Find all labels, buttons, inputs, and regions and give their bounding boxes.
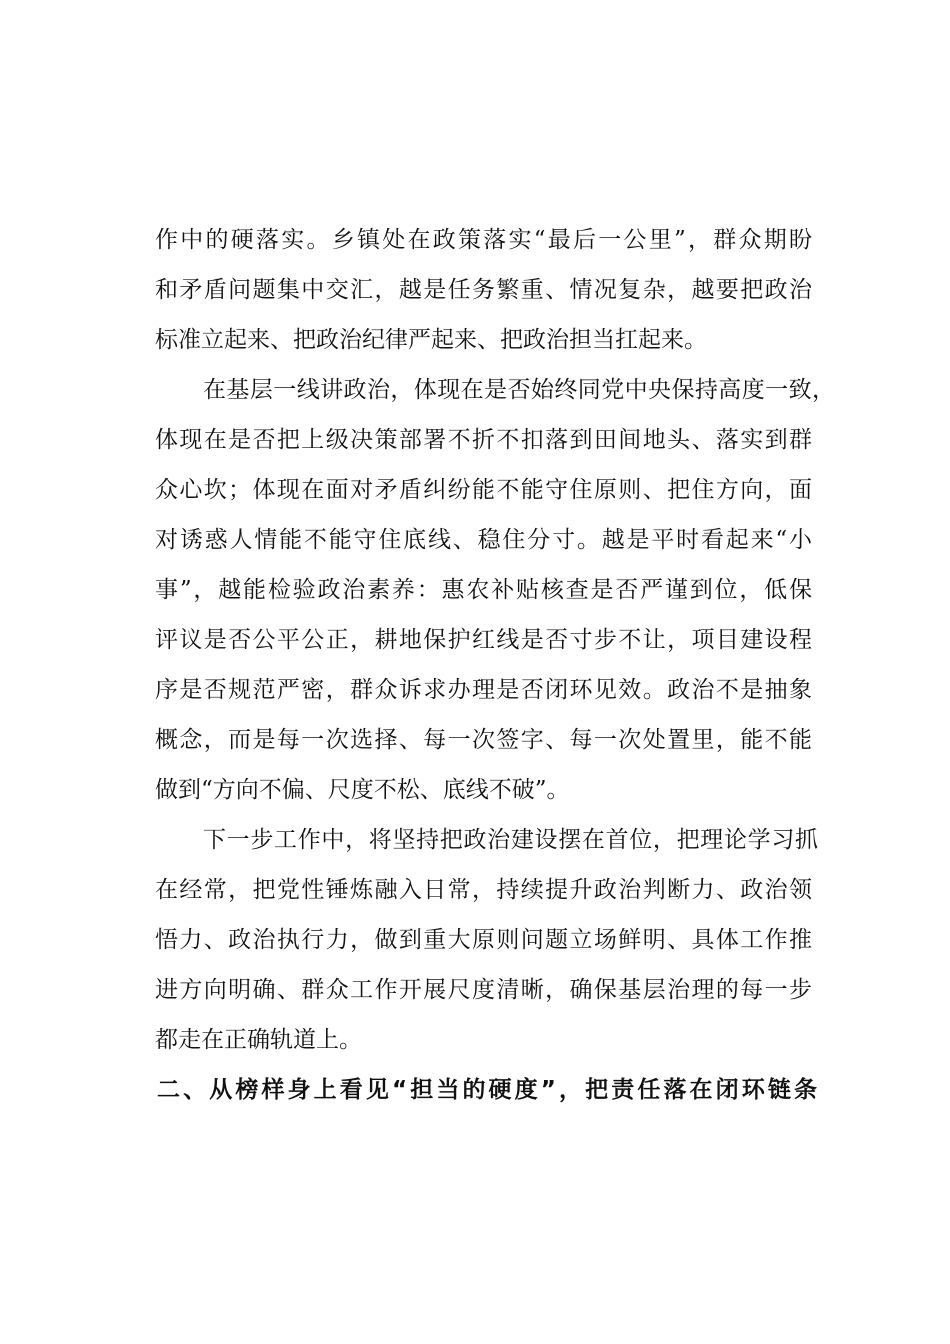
text-line: 对诱惑人情能不能守住底线、稳住分寸。越是平时看起来“小 [155,527,812,553]
text-line: 概念，而是每一次选择、每一次签字、每一次处置里，能不能 [155,727,812,753]
text-line: 作中的硬落实。乡镇处在政策落实“最后一公里”，群众期盼 [155,227,812,253]
text-line: 序是否规范严密，群众诉求办理是否闭环见效。政治不是抽象 [155,677,812,703]
section-heading: 二、从榜样身上看见“担当的硬度”，把责任落在闭环链条 [157,1077,817,1103]
text-line: 体现在是否把上级决策部署不折不扣落到田间地头、落实到群 [155,427,812,453]
text-line: 众心坎；体现在面对矛盾纠纷能不能守住原则、把住方向，面 [155,477,812,503]
text-line: 下一步工作中，将坚持把政治建设摆在首位，把理论学习抓 [203,827,818,853]
text-line: 在基层一线讲政治，体现在是否始终同党中央保持高度一致， [203,377,835,403]
text-line: 和矛盾问题集中交汇，越是任务繁重、情况复杂，越要把政治 [155,277,812,303]
text-line: 做到“方向不偏、尺度不松、底线不破”。 [155,777,570,803]
text-line: 悟力、政治执行力，做到重大原则问题立场鲜明、具体工作推 [155,927,812,953]
text-line: 在经常，把党性锤炼融入日常，持续提升政治判断力、政治领 [155,877,812,903]
text-line: 进方向明确、群众工作开展尺度清晰，确保基层治理的每一步 [155,977,812,1003]
text-line: 评议是否公平公正，耕地保护红线是否寸步不让，项目建设程 [155,627,812,653]
text-line: 标准立起来、把政治纪律严起来、把政治担当扛起来。 [155,327,707,353]
text-line: 事”，越能检验政治素养：惠农补贴核查是否严谨到位，低保 [155,577,812,603]
text-line: 都走在正确轨道上。 [155,1027,362,1053]
